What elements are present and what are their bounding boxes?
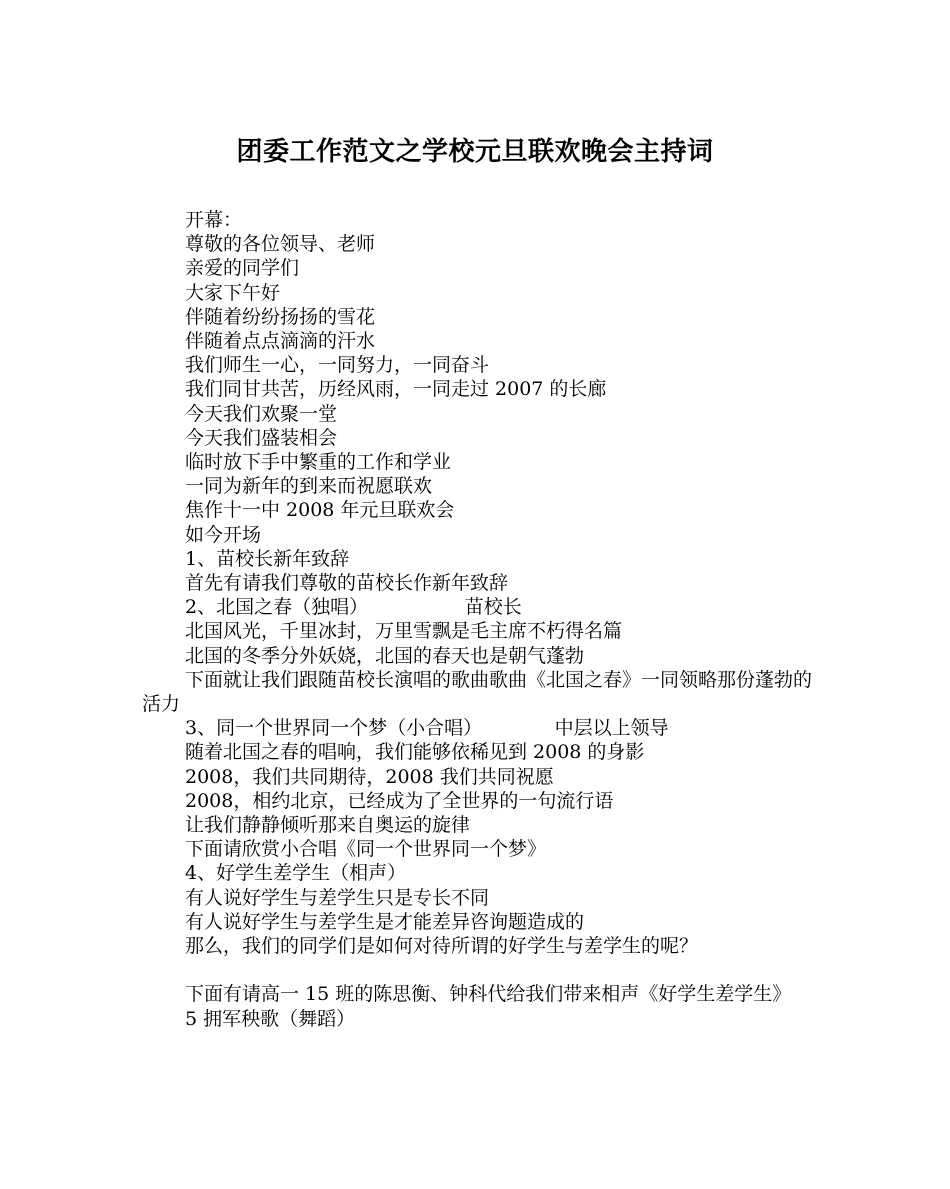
body-line: 我们同甘共苦，历经风雨，一同走过 2007 的长廊 — [185, 378, 607, 401]
body-line: 1、苗校长新年致辞 — [185, 547, 350, 570]
body-line: 有人说好学生与差学生是才能差异咨询题造成的 — [185, 910, 585, 933]
body-line: 北国的冬季分外妖娆，北国的春天也是朝气蓬勃 — [185, 644, 585, 667]
body-line: 5 拥军秧歌（舞蹈） — [185, 1007, 356, 1030]
body-line: 那么，我们的同学们是如何对待所谓的好学生与差学生的呢？ — [185, 935, 699, 958]
body-line: 开幕： — [185, 209, 243, 231]
body-line: 亲爱的同学们 — [185, 257, 300, 280]
document-title: 团委工作范文之学校元旦联欢晚会主持词 — [236, 137, 714, 167]
body-line: 尊敬的各位领导、老师 — [185, 233, 376, 256]
body-line: 伴随着点点滴滴的汗水 — [185, 330, 376, 353]
body-line: 下面请欣赏小合唱《同一个世界同一个梦》 — [185, 838, 547, 861]
body-line: 首先有请我们尊敬的苗校长作新年致辞 — [185, 572, 509, 595]
body-line: 让我们静静倾听那来自奥运的旋律 — [185, 814, 471, 837]
body-line: 伴随着纷纷扬扬的雪花 — [185, 305, 376, 328]
body-line: 焦作十一中 2008 年元旦联欢会 — [185, 499, 455, 522]
body-line: 大家下午好 — [185, 281, 281, 304]
body-line: 2008，相约北京，已经成为了全世界的一句流行语 — [185, 789, 614, 812]
body-line: 下面就让我们跟随苗校长演唱的歌曲歌曲《北国之春》一同领略那份蓬勃的活力 — [142, 668, 813, 716]
body-line: 今天我们盛装相会 — [185, 426, 338, 449]
body-line: 2、北国之春（独唱） 苗校长 — [185, 596, 522, 619]
body-line: 3、同一个世界同一个梦（小合唱） 中层以上领导 — [185, 717, 669, 740]
body-line: 2008，我们共同期待，2008 我们共同祝愿 — [185, 765, 554, 788]
body-line: 下面有请高一 15 班的陈思衡、钟科代给我们带来相声《好学生差学生》 — [185, 983, 792, 1006]
body-line: 随着北国之春的唱响，我们能够依稀见到 2008 的身影 — [185, 741, 645, 764]
body-line: 如今开场 — [185, 523, 262, 546]
blank-line — [142, 958, 814, 982]
body-line: 临时放下手中繁重的工作和学业 — [185, 451, 452, 474]
body-line: 一同为新年的到来而祝愿联欢 — [185, 475, 433, 498]
body-line: 有人说好学生与差学生只是专长不同 — [185, 886, 490, 909]
body-line: 我们师生一心，一同努力，一同奋斗 — [185, 354, 490, 377]
body-line: 北国风光，千里冰封，万里雪飘是毛主席不朽得名篇 — [185, 620, 623, 643]
document-body — [142, 208, 814, 1031]
body-line: 4、好学生差学生（相声） — [185, 862, 407, 885]
body-line: 今天我们欢聚一堂 — [185, 402, 338, 425]
